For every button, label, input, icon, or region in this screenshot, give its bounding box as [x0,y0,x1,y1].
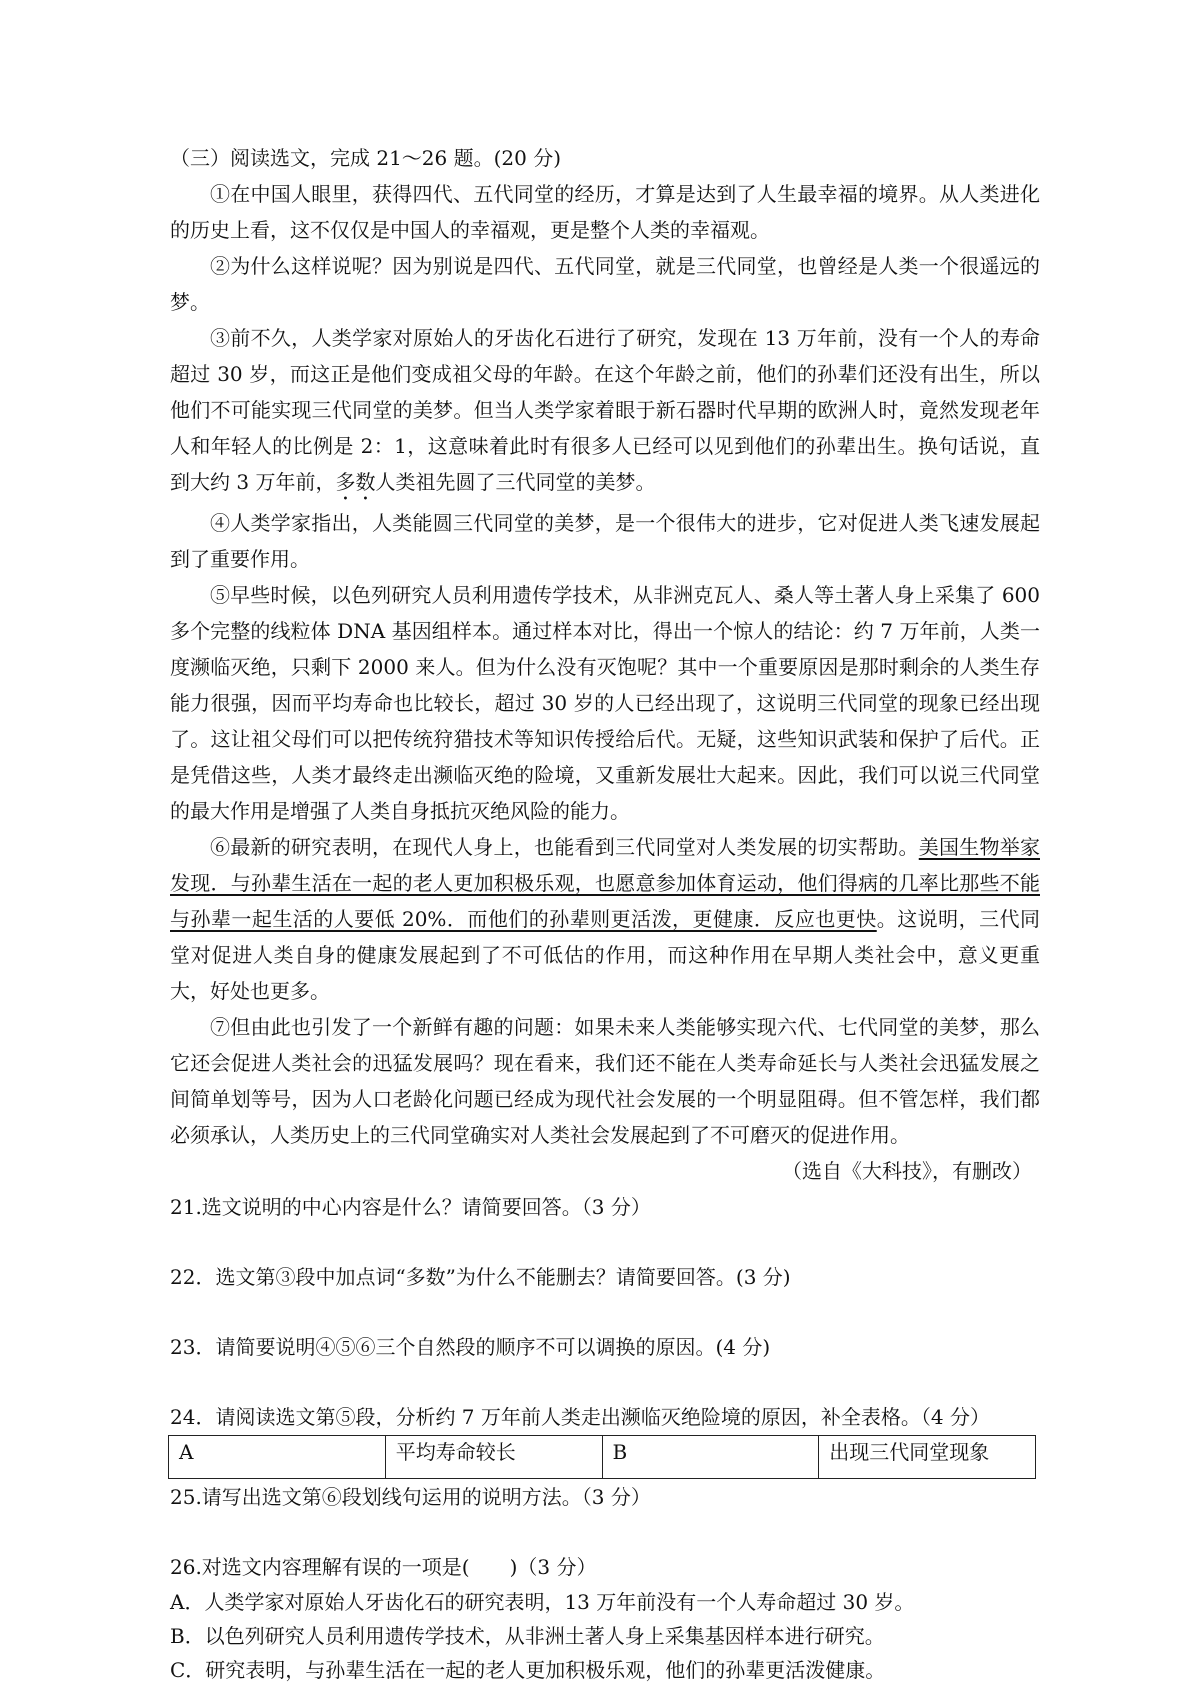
option-c[interactable]: C．研究表明，与孙辈生活在一起的老人更加积极乐观，他们的孙辈更活泼健康。 [170,1658,886,1682]
paragraph-6-text-b: 。这说明，三代同堂对促进人类自身的健康发展起到了不可低估的作用，而这种作用在早期人类社会中，意义更重大，好处也更多。 [170,907,1041,1003]
question-23: 23．请简要说明④⑤⑥三个自然段的顺序不可以调换的原因。(4 分) [170,1335,771,1359]
table-cell-longevity: 平均寿命较长 [385,1436,602,1479]
paragraph-3-text-a: ③前不久，人类学家对原始人的牙齿化石进行了研究，发现在 13 万年前，没有一个人的寿命超过 30 岁，而这正是他们变成祖父母的年龄。在这个年龄之前，他们的孙辈们还没有出生，所以他们不可能实现三代同堂的美梦。但当人类学家着眼于新石器时代早期的欧洲人时，竟然发现老年人和年轻人的比例是 2：1，这意味着此时有很多人已经可以见到他们的孙辈出生。换句话说，直到大约 3 万年前， [170,326,1040,494]
question-26: 26.对选文内容理解有误的一项是( )（3 分） [170,1555,597,1579]
paragraph-2: ②为什么这样说呢？因为别说是四代、五代同堂，就是三代同堂，也曾经是人类一个很遥远的梦。 [170,254,1040,314]
paragraph-3 [170,320,1040,505]
paragraph-6 [170,829,1040,1009]
table-row [169,1436,1036,1479]
table-cell-b[interactable]: B [602,1436,819,1479]
option-a[interactable]: A．人类学家对原始人牙齿化石的研究表明，13 万年前没有一个人寿命超过 30 岁。 [170,1590,915,1614]
answer-space [170,1515,1040,1549]
table-cell-three-generations: 出现三代同堂现象 [819,1436,1036,1479]
dotted-word: 多数 [335,470,376,494]
paragraph-7: ⑦但由此也引发了一个新鲜有趣的问题：如果未来人类能够实现六代、七代同堂的美梦，那么它还会促进人类社会的迅猛发展吗？现在看来，我们还不能在人类寿命延长与人类社会迅猛发展之间简单划等号，因为人口老龄化问题已经成为现代社会发展的一个明显阻碍。但不管怎样，我们都必须承认，人类历史上的三代同堂确实对人类社会发展起到了不可磨灭的促进作用。 [170,1015,1040,1147]
question-25: 25.请写出选文第⑥段划线句运用的说明方法。（3 分） [170,1485,651,1509]
section-title: （三）阅读选文，完成 21～26 题。(20 分) [170,146,562,170]
answer-space [170,1365,1040,1399]
underlined-sentence: 美国生物举家发现．与孙辈生活在一起的老人更加积极乐观，也愿意参加体育运动，他们得病的几率比那些不能与孙辈一起生活的人要低 20%．而他们的孙辈则更活泼，更健康．反应也更快 [170,835,1040,931]
source-citation: （选自《大科技》，有删改） [782,1159,1032,1183]
answer-table [168,1435,1036,1479]
question-24: 24．请阅读选文第⑤段，分析约 7 万年前人类走出濒临灭绝险境的原因，补全表格。（4 分） [170,1405,990,1429]
paragraph-6-text-a: ⑥最新的研究表明，在现代人身上，也能看到三代同堂对人类发展的切实帮助。 [210,835,919,859]
exam-page [170,140,1040,1687]
answer-space [170,1295,1040,1329]
paragraph-3-text-b: 人类祖先圆了三代同堂的美梦。 [375,470,656,494]
paragraph-1: ①在中国人眼里，获得四代、五代同堂的经历，才算是达到了人生最幸福的境界。从人类进化的历史上看，这不仅仅是中国人的幸福观，更是整个人类的幸福观。 [170,182,1040,242]
answer-space [170,1225,1040,1259]
option-b[interactable]: B．以色列研究人员利用遗传学技术，从非洲土著人身上采集基因样本进行研究。 [170,1624,885,1648]
paragraph-4: ④人类学家指出，人类能圆三代同堂的美梦，是一个很伟大的进步，它对促进人类飞速发展起到了重要作用。 [170,511,1040,571]
question-22: 22．选文第③段中加点词“多数”为什么不能删去？请简要回答。(3 分) [170,1265,791,1289]
question-21: 21.选文说明的中心内容是什么？请简要回答。（3 分） [170,1195,651,1219]
paragraph-5: ⑤早些时候，以色列研究人员利用遗传学技术，从非洲克瓦人、桑人等土著人身上采集了 600 多个完整的线粒体 DNA 基因组样本。通过样本对比，得出一个惊人的结论：约 7 万年前，人类一度濒临灭绝，只剩下 2000 来人。但为什么没有灭饱呢？其中一个重要原因是那时剩余的人类生存能力很强，因而平均寿命也比较长，超过 30 岁的人已经出现了，这说明三代同堂的现象已经出现了。这让祖父母们可以把传统狩猎技术等知识传授给后代。无疑，这些知识武装和保护了后代。正是凭借这些，人类才最终走出濒临灭绝的险境，又重新发展壮大起来。因此，我们可以说三代同堂的最大作用是增强了人类自身抵抗灭绝风险的能力。 [170,583,1040,823]
table-cell-a[interactable]: A [169,1436,386,1479]
